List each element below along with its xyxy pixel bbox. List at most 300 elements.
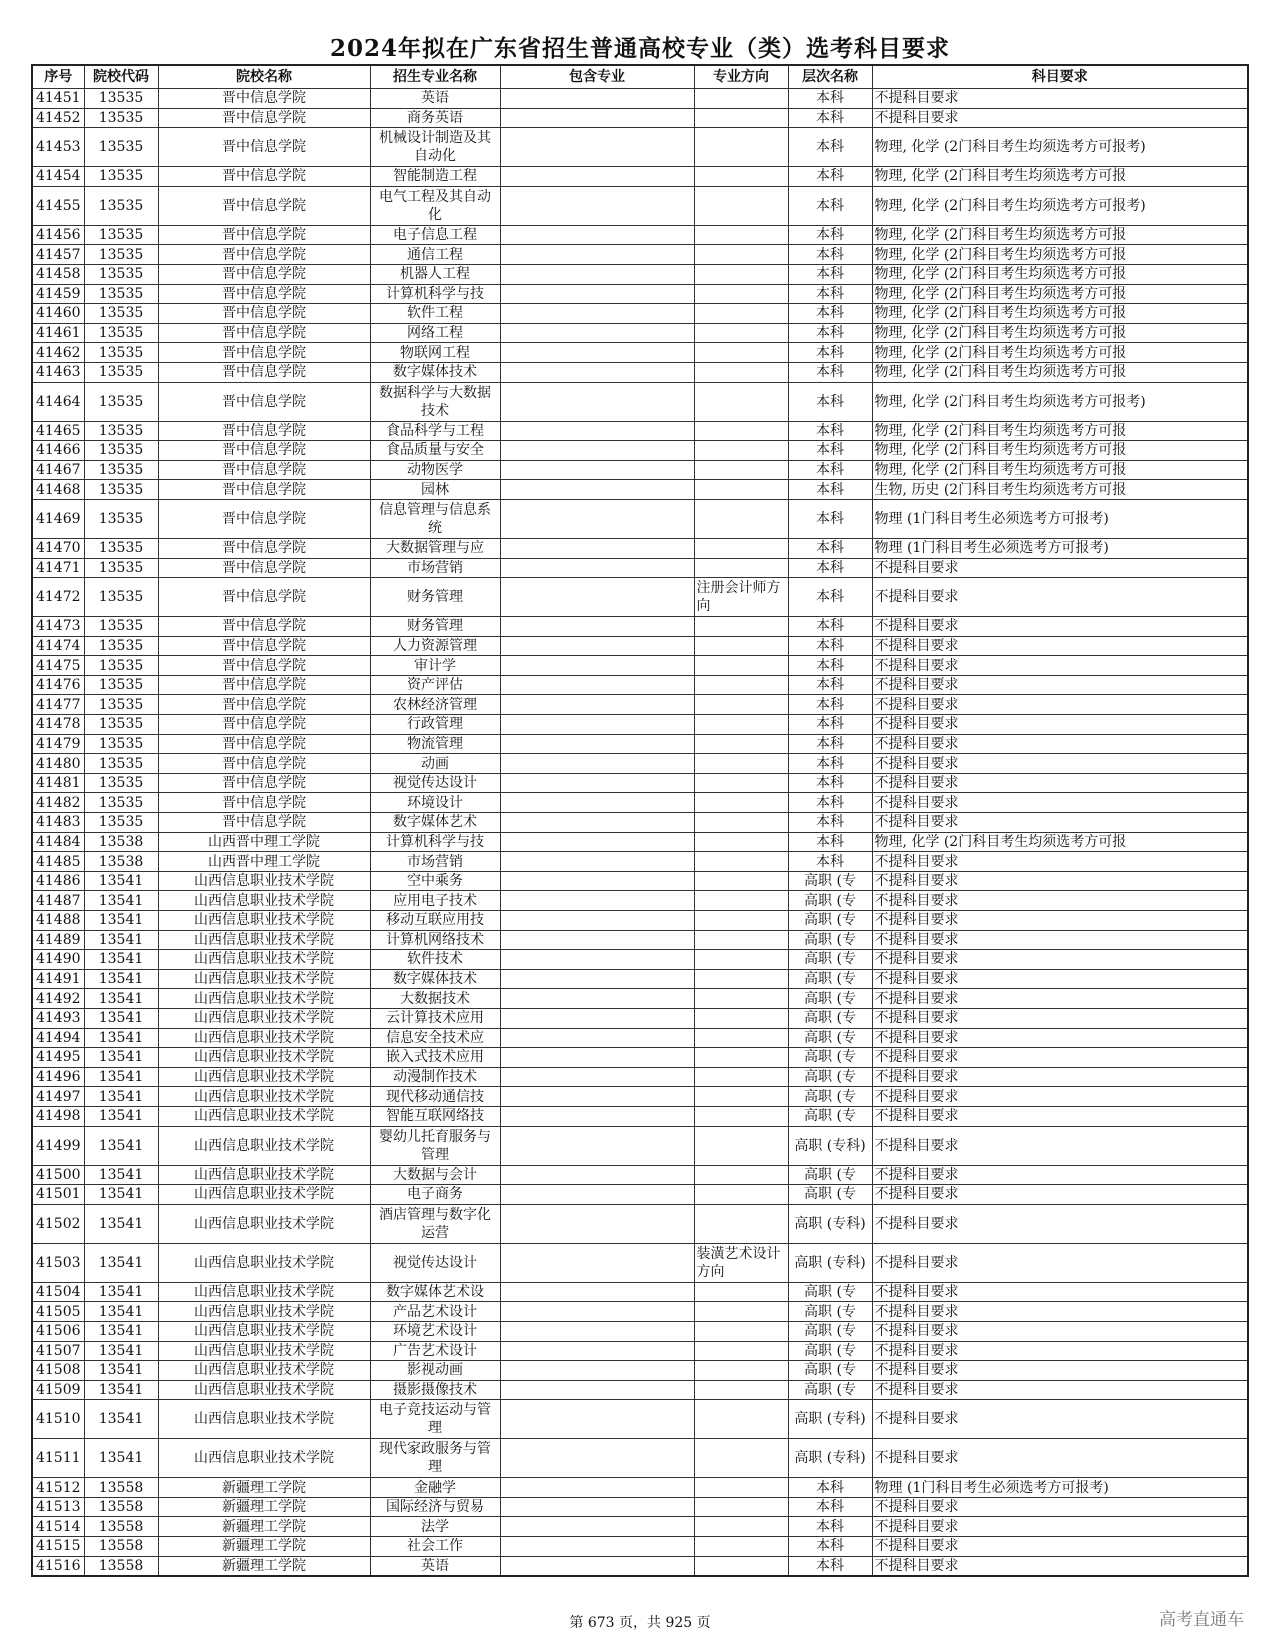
cell-subject-requirement: 不提科目要求	[872, 1008, 1248, 1028]
cell-index: 41512	[32, 1478, 84, 1498]
cell-major-name: 智能互联网络技	[370, 1106, 500, 1126]
cell-major-name: 现代移动通信技	[370, 1087, 500, 1107]
cell-school-name: 晋中信息学院	[158, 343, 370, 363]
cell-major-direction	[694, 930, 788, 950]
cell-included-majors	[500, 128, 694, 167]
cell-index: 41475	[32, 656, 84, 676]
cell-included-majors	[500, 695, 694, 715]
cell-school-name: 山西信息职业技术学院	[158, 950, 370, 970]
cell-level: 高职 (专	[788, 1106, 872, 1126]
cell-school-code: 13541	[84, 1067, 158, 1087]
cell-index: 41457	[32, 245, 84, 265]
cell-index: 41499	[32, 1126, 84, 1165]
cell-level: 高职 (专	[788, 1341, 872, 1361]
cell-subject-requirement: 物理, 化学 (2门科目考生均须选考方可报	[872, 832, 1248, 852]
cell-included-majors	[500, 1439, 694, 1478]
table-row	[32, 186, 1248, 225]
cell-level: 本科	[788, 323, 872, 343]
cell-index: 41476	[32, 675, 84, 695]
table-row	[32, 480, 1248, 500]
cell-school-code: 13535	[84, 382, 158, 421]
table-row	[32, 617, 1248, 637]
cell-school-name: 晋中信息学院	[158, 382, 370, 421]
cell-included-majors	[500, 1361, 694, 1381]
cell-subject-requirement: 物理, 化学 (2门科目考生均须选考方可报	[872, 245, 1248, 265]
cell-subject-requirement: 不提科目要求	[872, 871, 1248, 891]
cell-major-name: 信息管理与信息系统	[370, 499, 500, 538]
col-header-school-code: 院校代码	[84, 65, 158, 89]
cell-major-direction	[694, 167, 788, 187]
cell-index: 41474	[32, 636, 84, 656]
cell-level: 高职 (专科)	[788, 1243, 872, 1282]
cell-level: 本科	[788, 89, 872, 109]
cell-school-name: 晋中信息学院	[158, 773, 370, 793]
cell-school-code: 13541	[84, 1204, 158, 1243]
cell-included-majors	[500, 969, 694, 989]
cell-included-majors	[500, 1517, 694, 1537]
cell-included-majors	[500, 1165, 694, 1185]
cell-school-code: 13541	[84, 911, 158, 931]
cell-subject-requirement: 物理, 化学 (2门科目考生均须选考方可报	[872, 167, 1248, 187]
cell-included-majors	[500, 1478, 694, 1498]
cell-major-direction	[694, 871, 788, 891]
cell-level: 高职 (专	[788, 891, 872, 911]
cell-level: 高职 (专	[788, 1087, 872, 1107]
table-row	[32, 695, 1248, 715]
cell-index: 41497	[32, 1087, 84, 1107]
cell-major-name: 计算机科学与技	[370, 832, 500, 852]
cell-index: 41505	[32, 1302, 84, 1322]
cell-major-name: 软件工程	[370, 304, 500, 324]
cell-school-name: 山西信息职业技术学院	[158, 871, 370, 891]
cell-major-direction	[694, 911, 788, 931]
cell-school-code: 13535	[84, 460, 158, 480]
col-header-level: 层次名称	[788, 65, 872, 89]
cell-subject-requirement: 不提科目要求	[872, 950, 1248, 970]
cell-school-name: 晋中信息学院	[158, 793, 370, 813]
cell-school-code: 13541	[84, 871, 158, 891]
table-row	[32, 1185, 1248, 1205]
cell-index: 41484	[32, 832, 84, 852]
cell-included-majors	[500, 1204, 694, 1243]
cell-major-direction	[694, 1048, 788, 1068]
cell-included-majors	[500, 1048, 694, 1068]
cell-index: 41506	[32, 1321, 84, 1341]
cell-subject-requirement: 物理 (1门科目考生必须选考方可报考)	[872, 1478, 1248, 1498]
cell-level: 高职 (专	[788, 1185, 872, 1205]
table-row	[32, 1537, 1248, 1557]
cell-level: 本科	[788, 441, 872, 461]
cell-school-code: 13558	[84, 1537, 158, 1557]
cell-major-direction	[694, 1556, 788, 1576]
cell-level: 本科	[788, 245, 872, 265]
table-row	[32, 1067, 1248, 1087]
cell-level: 高职 (专	[788, 1028, 872, 1048]
cell-index: 41485	[32, 852, 84, 872]
cell-major-name: 视觉传达设计	[370, 773, 500, 793]
cell-major-name: 数字媒体技术	[370, 362, 500, 382]
cell-index: 41453	[32, 128, 84, 167]
cell-major-direction	[694, 832, 788, 852]
cell-major-name: 电子竞技运动与管理	[370, 1400, 500, 1439]
cell-major-direction	[694, 1478, 788, 1498]
table-row	[32, 656, 1248, 676]
cell-index: 41480	[32, 754, 84, 774]
cell-major-name: 网络工程	[370, 323, 500, 343]
table-row	[32, 950, 1248, 970]
cell-school-code: 13535	[84, 480, 158, 500]
cell-level: 高职 (专科)	[788, 1126, 872, 1165]
cell-major-name: 财务管理	[370, 617, 500, 637]
cell-school-name: 新疆理工学院	[158, 1556, 370, 1576]
table-row	[32, 499, 1248, 538]
cell-index: 41513	[32, 1497, 84, 1517]
cell-school-code: 13535	[84, 128, 158, 167]
cell-level: 高职 (专	[788, 930, 872, 950]
cell-level: 高职 (专	[788, 950, 872, 970]
table-row	[32, 441, 1248, 461]
table-row	[32, 1087, 1248, 1107]
cell-index: 41482	[32, 793, 84, 813]
cell-major-direction	[694, 225, 788, 245]
cell-major-name: 国际经济与贸易	[370, 1497, 500, 1517]
cell-school-code: 13535	[84, 245, 158, 265]
cell-subject-requirement: 不提科目要求	[872, 1048, 1248, 1068]
cell-included-majors	[500, 1243, 694, 1282]
table-row	[32, 1048, 1248, 1068]
cell-major-direction	[694, 675, 788, 695]
table-row	[32, 225, 1248, 245]
cell-index: 41472	[32, 578, 84, 617]
cell-school-code: 13541	[84, 1341, 158, 1361]
cell-major-name: 数字媒体艺术	[370, 813, 500, 833]
cell-level: 本科	[788, 538, 872, 558]
cell-included-majors	[500, 1302, 694, 1322]
cell-included-majors	[500, 773, 694, 793]
cell-school-code: 13535	[84, 499, 158, 538]
cell-level: 本科	[788, 813, 872, 833]
table-row	[32, 813, 1248, 833]
cell-subject-requirement: 不提科目要求	[872, 793, 1248, 813]
cell-school-name: 晋中信息学院	[158, 323, 370, 343]
cell-school-name: 山西信息职业技术学院	[158, 1028, 370, 1048]
cell-school-code: 13541	[84, 1380, 158, 1400]
cell-school-name: 山西信息职业技术学院	[158, 1126, 370, 1165]
table-row	[32, 1341, 1248, 1361]
cell-level: 本科	[788, 558, 872, 578]
cell-level: 本科	[788, 675, 872, 695]
cell-school-name: 山西信息职业技术学院	[158, 1321, 370, 1341]
cell-major-direction	[694, 264, 788, 284]
cell-subject-requirement: 物理 (1门科目考生必须选考方可报考)	[872, 499, 1248, 538]
cell-included-majors	[500, 1321, 694, 1341]
cell-index: 41461	[32, 323, 84, 343]
requirements-table	[31, 64, 1249, 1577]
cell-subject-requirement: 物理, 化学 (2门科目考生均须选考方可报	[872, 225, 1248, 245]
cell-school-name: 新疆理工学院	[158, 1537, 370, 1557]
table-row	[32, 852, 1248, 872]
cell-subject-requirement: 物理, 化学 (2门科目考生均须选考方可报考)	[872, 382, 1248, 421]
table-row	[32, 538, 1248, 558]
cell-included-majors	[500, 264, 694, 284]
cell-school-name: 晋中信息学院	[158, 538, 370, 558]
table-row	[32, 558, 1248, 578]
cell-included-majors	[500, 499, 694, 538]
table-row	[32, 343, 1248, 363]
cell-included-majors	[500, 225, 694, 245]
cell-major-direction	[694, 617, 788, 637]
cell-major-name: 物流管理	[370, 734, 500, 754]
cell-index: 41452	[32, 108, 84, 128]
cell-school-code: 13558	[84, 1517, 158, 1537]
cell-subject-requirement: 不提科目要求	[872, 1067, 1248, 1087]
cell-subject-requirement: 生物, 历史 (2门科目考生均须选考方可报	[872, 480, 1248, 500]
cell-major-direction	[694, 1537, 788, 1557]
table-row	[32, 1106, 1248, 1126]
cell-index: 41501	[32, 1185, 84, 1205]
cell-major-name: 环境设计	[370, 793, 500, 813]
cell-subject-requirement: 不提科目要求	[872, 911, 1248, 931]
cell-major-direction	[694, 245, 788, 265]
cell-major-name: 大数据与会计	[370, 1165, 500, 1185]
cell-subject-requirement: 不提科目要求	[872, 1106, 1248, 1126]
cell-subject-requirement: 不提科目要求	[872, 1439, 1248, 1478]
cell-school-code: 13535	[84, 186, 158, 225]
cell-school-code: 13541	[84, 969, 158, 989]
cell-major-direction	[694, 813, 788, 833]
cell-school-name: 晋中信息学院	[158, 167, 370, 187]
cell-school-code: 13541	[84, 891, 158, 911]
cell-major-name: 金融学	[370, 1478, 500, 1498]
cell-major-name: 摄影摄像技术	[370, 1380, 500, 1400]
cell-school-code: 13535	[84, 558, 158, 578]
table-row	[32, 128, 1248, 167]
cell-level: 本科	[788, 264, 872, 284]
cell-included-majors	[500, 636, 694, 656]
cell-included-majors	[500, 382, 694, 421]
cell-school-name: 山西信息职业技术学院	[158, 1302, 370, 1322]
cell-school-name: 晋中信息学院	[158, 89, 370, 109]
cell-major-direction	[694, 656, 788, 676]
cell-subject-requirement: 不提科目要求	[872, 1321, 1248, 1341]
cell-included-majors	[500, 1400, 694, 1439]
cell-major-direction	[694, 1282, 788, 1302]
cell-level: 本科	[788, 1556, 872, 1576]
cell-index: 41470	[32, 538, 84, 558]
cell-subject-requirement: 不提科目要求	[872, 1126, 1248, 1165]
cell-school-code: 13535	[84, 362, 158, 382]
cell-major-name: 资产评估	[370, 675, 500, 695]
table-row	[32, 1302, 1248, 1322]
cell-major-direction	[694, 1106, 788, 1126]
cell-level: 高职 (专	[788, 969, 872, 989]
table-row	[32, 167, 1248, 187]
cell-school-name: 晋中信息学院	[158, 754, 370, 774]
cell-school-code: 13541	[84, 1008, 158, 1028]
cell-major-direction	[694, 558, 788, 578]
cell-school-name: 山西信息职业技术学院	[158, 1439, 370, 1478]
cell-major-name: 动画	[370, 754, 500, 774]
cell-major-direction	[694, 362, 788, 382]
cell-major-name: 大数据技术	[370, 989, 500, 1009]
table-row	[32, 1282, 1248, 1302]
cell-level: 高职 (专	[788, 1067, 872, 1087]
cell-school-code: 13541	[84, 1185, 158, 1205]
cell-major-direction: 注册会计师方向	[694, 578, 788, 617]
col-header-index: 序号	[32, 65, 84, 89]
cell-subject-requirement: 不提科目要求	[872, 636, 1248, 656]
cell-school-code: 13541	[84, 1106, 158, 1126]
table-row	[32, 1008, 1248, 1028]
cell-index: 41481	[32, 773, 84, 793]
cell-subject-requirement: 物理, 化学 (2门科目考生均须选考方可报考)	[872, 128, 1248, 167]
cell-included-majors	[500, 538, 694, 558]
table-row	[32, 245, 1248, 265]
cell-major-direction	[694, 108, 788, 128]
cell-school-code: 13541	[84, 950, 158, 970]
table-row	[32, 891, 1248, 911]
cell-level: 本科	[788, 343, 872, 363]
cell-included-majors	[500, 558, 694, 578]
cell-included-majors	[500, 1556, 694, 1576]
cell-level: 高职 (专	[788, 1282, 872, 1302]
cell-subject-requirement: 物理, 化学 (2门科目考生均须选考方可报	[872, 304, 1248, 324]
cell-subject-requirement: 不提科目要求	[872, 1341, 1248, 1361]
cell-major-direction	[694, 950, 788, 970]
cell-index: 41498	[32, 1106, 84, 1126]
cell-major-direction	[694, 715, 788, 735]
cell-included-majors	[500, 1067, 694, 1087]
cell-major-name: 数据科学与大数据技术	[370, 382, 500, 421]
table-row	[32, 323, 1248, 343]
cell-school-code: 13541	[84, 1400, 158, 1439]
cell-level: 本科	[788, 499, 872, 538]
cell-index: 41462	[32, 343, 84, 363]
cell-school-code: 13541	[84, 1028, 158, 1048]
table-row	[32, 1556, 1248, 1576]
cell-school-name: 晋中信息学院	[158, 636, 370, 656]
cell-level: 高职 (专	[788, 1380, 872, 1400]
cell-level: 高职 (专	[788, 1048, 872, 1068]
cell-subject-requirement: 不提科目要求	[872, 1243, 1248, 1282]
cell-school-code: 13558	[84, 1556, 158, 1576]
cell-school-name: 新疆理工学院	[158, 1497, 370, 1517]
cell-school-name: 新疆理工学院	[158, 1517, 370, 1537]
cell-school-name: 山西信息职业技术学院	[158, 911, 370, 931]
cell-major-direction	[694, 460, 788, 480]
cell-included-majors	[500, 734, 694, 754]
cell-school-code: 13535	[84, 656, 158, 676]
cell-major-name: 动物医学	[370, 460, 500, 480]
cell-included-majors	[500, 656, 694, 676]
cell-major-name: 智能制造工程	[370, 167, 500, 187]
cell-index: 41509	[32, 1380, 84, 1400]
cell-level: 本科	[788, 108, 872, 128]
page-footer: 第 673 页，共 925 页	[569, 1615, 711, 1631]
cell-included-majors	[500, 245, 694, 265]
cell-major-name: 数字媒体艺术设	[370, 1282, 500, 1302]
cell-school-code: 13535	[84, 538, 158, 558]
cell-major-direction	[694, 1400, 788, 1439]
cell-included-majors	[500, 108, 694, 128]
table-row	[32, 675, 1248, 695]
cell-included-majors	[500, 1185, 694, 1205]
cell-level: 本科	[788, 1497, 872, 1517]
cell-school-name: 晋中信息学院	[158, 734, 370, 754]
cell-school-name: 山西信息职业技术学院	[158, 1341, 370, 1361]
cell-index: 41502	[32, 1204, 84, 1243]
cell-level: 本科	[788, 382, 872, 421]
cell-index: 41504	[32, 1282, 84, 1302]
cell-major-name: 计算机网络技术	[370, 930, 500, 950]
cell-included-majors	[500, 852, 694, 872]
cell-school-code: 13535	[84, 323, 158, 343]
cell-major-name: 软件技术	[370, 950, 500, 970]
cell-major-name: 市场营销	[370, 558, 500, 578]
cell-index: 41479	[32, 734, 84, 754]
col-header-subject-requirement: 科目要求	[872, 65, 1248, 89]
cell-subject-requirement: 不提科目要求	[872, 578, 1248, 617]
cell-included-majors	[500, 1126, 694, 1165]
cell-school-code: 13541	[84, 1282, 158, 1302]
cell-subject-requirement: 不提科目要求	[872, 891, 1248, 911]
cell-index: 41500	[32, 1165, 84, 1185]
cell-index: 41508	[32, 1361, 84, 1381]
table-row	[32, 1204, 1248, 1243]
cell-index: 41516	[32, 1556, 84, 1576]
table-row	[32, 871, 1248, 891]
cell-level: 高职 (专科)	[788, 1439, 872, 1478]
table-row	[32, 1517, 1248, 1537]
table-row	[32, 460, 1248, 480]
page-title: 2024年拟在广东省招生普通高校专业（类）选考科目要求	[329, 35, 950, 62]
cell-level: 本科	[788, 460, 872, 480]
cell-level: 本科	[788, 773, 872, 793]
cell-school-name: 晋中信息学院	[158, 284, 370, 304]
cell-included-majors	[500, 1087, 694, 1107]
cell-subject-requirement: 不提科目要求	[872, 558, 1248, 578]
cell-school-name: 晋中信息学院	[158, 362, 370, 382]
table-row	[32, 969, 1248, 989]
cell-school-name: 山西信息职业技术学院	[158, 1087, 370, 1107]
cell-subject-requirement: 物理, 化学 (2门科目考生均须选考方可报	[872, 264, 1248, 284]
cell-included-majors	[500, 1106, 694, 1126]
table-row	[32, 1361, 1248, 1381]
cell-school-code: 13541	[84, 1361, 158, 1381]
cell-major-name: 审计学	[370, 656, 500, 676]
cell-school-name: 晋中信息学院	[158, 264, 370, 284]
cell-major-name: 行政管理	[370, 715, 500, 735]
cell-subject-requirement: 物理, 化学 (2门科目考生均须选考方可报	[872, 421, 1248, 441]
cell-school-name: 山西信息职业技术学院	[158, 1165, 370, 1185]
cell-major-name: 法学	[370, 1517, 500, 1537]
cell-school-name: 晋中信息学院	[158, 108, 370, 128]
cell-major-direction	[694, 128, 788, 167]
cell-included-majors	[500, 421, 694, 441]
cell-major-direction	[694, 1204, 788, 1243]
cell-level: 本科	[788, 852, 872, 872]
cell-major-name: 商务英语	[370, 108, 500, 128]
table-row	[32, 734, 1248, 754]
cell-major-direction	[694, 1380, 788, 1400]
cell-school-name: 山西信息职业技术学院	[158, 1067, 370, 1087]
cell-school-name: 山西晋中理工学院	[158, 852, 370, 872]
cell-subject-requirement: 不提科目要求	[872, 1165, 1248, 1185]
cell-level: 高职 (专	[788, 871, 872, 891]
cell-index: 41510	[32, 1400, 84, 1439]
cell-index: 41493	[32, 1008, 84, 1028]
cell-included-majors	[500, 1008, 694, 1028]
